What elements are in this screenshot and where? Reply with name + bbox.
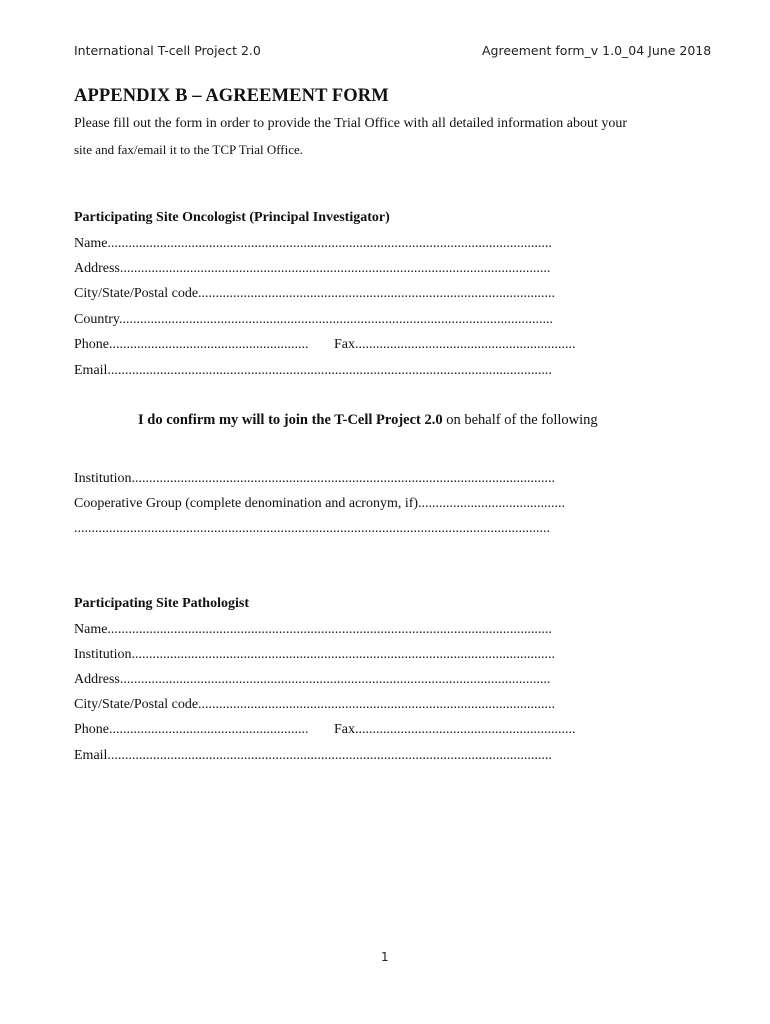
pathologist-section-heading: Participating Site Pathologist	[74, 596, 249, 611]
intro-line-2: site and fax/email it to the TCP Trial Office.	[74, 142, 304, 157]
pathologist-name-field[interactable]: Name...............................................................................................................................	[74, 622, 552, 637]
oncologist-phone-field[interactable]: Phone.........................................................	[74, 337, 309, 352]
cooperative-group-continuation-field[interactable]: ........................................................................................................................................	[74, 521, 550, 536]
pathologist-city-field[interactable]: City/State/Postal code......................................................................................................	[74, 697, 556, 712]
institution-field[interactable]: Institution.........................................................................................................................	[74, 471, 556, 486]
oncologist-country-field[interactable]: Country............................................................................................................................	[74, 312, 553, 327]
pathologist-phone-field[interactable]: Phone.........................................................	[74, 722, 309, 737]
cooperative-group-field[interactable]: Cooperative Group (complete denomination and acronym, if)..........................................	[74, 496, 566, 511]
running-header-title: International T-cell Project 2.0	[74, 43, 261, 58]
oncologist-city-field[interactable]: City/State/Postal code......................................................................................................	[74, 286, 556, 301]
confirmation-rest: on behalf of the following	[442, 412, 598, 428]
page-number: 1	[381, 950, 389, 964]
confirmation-bold: I do confirm my will to join the T-Cell Project 2.0	[138, 412, 443, 428]
intro-line-1: Please fill out the form in order to provide the Trial Office with all detailed information about your	[74, 116, 628, 131]
oncologist-section-heading: Participating Site Oncologist (Principal Investigator)	[74, 210, 390, 225]
oncologist-email-field[interactable]: Email...............................................................................................................................	[74, 363, 552, 378]
oncologist-name-field[interactable]: Name...............................................................................................................................	[74, 236, 552, 251]
running-header-version: Agreement form_v 1.0_04 June 2018	[482, 43, 712, 58]
pathologist-email-field[interactable]: Email...............................................................................................................................	[74, 748, 552, 763]
page-title: APPENDIX B – AGREEMENT FORM	[74, 86, 389, 106]
pathologist-fax-field[interactable]: Fax...............................................................	[334, 722, 576, 737]
oncologist-fax-field[interactable]: Fax...............................................................	[334, 337, 576, 352]
confirmation-statement	[138, 412, 598, 429]
pathologist-address-field[interactable]: Address...........................................................................................................................	[74, 672, 551, 687]
oncologist-address-field[interactable]: Address...........................................................................................................................	[74, 261, 551, 276]
pathologist-institution-field[interactable]: Institution.........................................................................................................................	[74, 647, 556, 662]
